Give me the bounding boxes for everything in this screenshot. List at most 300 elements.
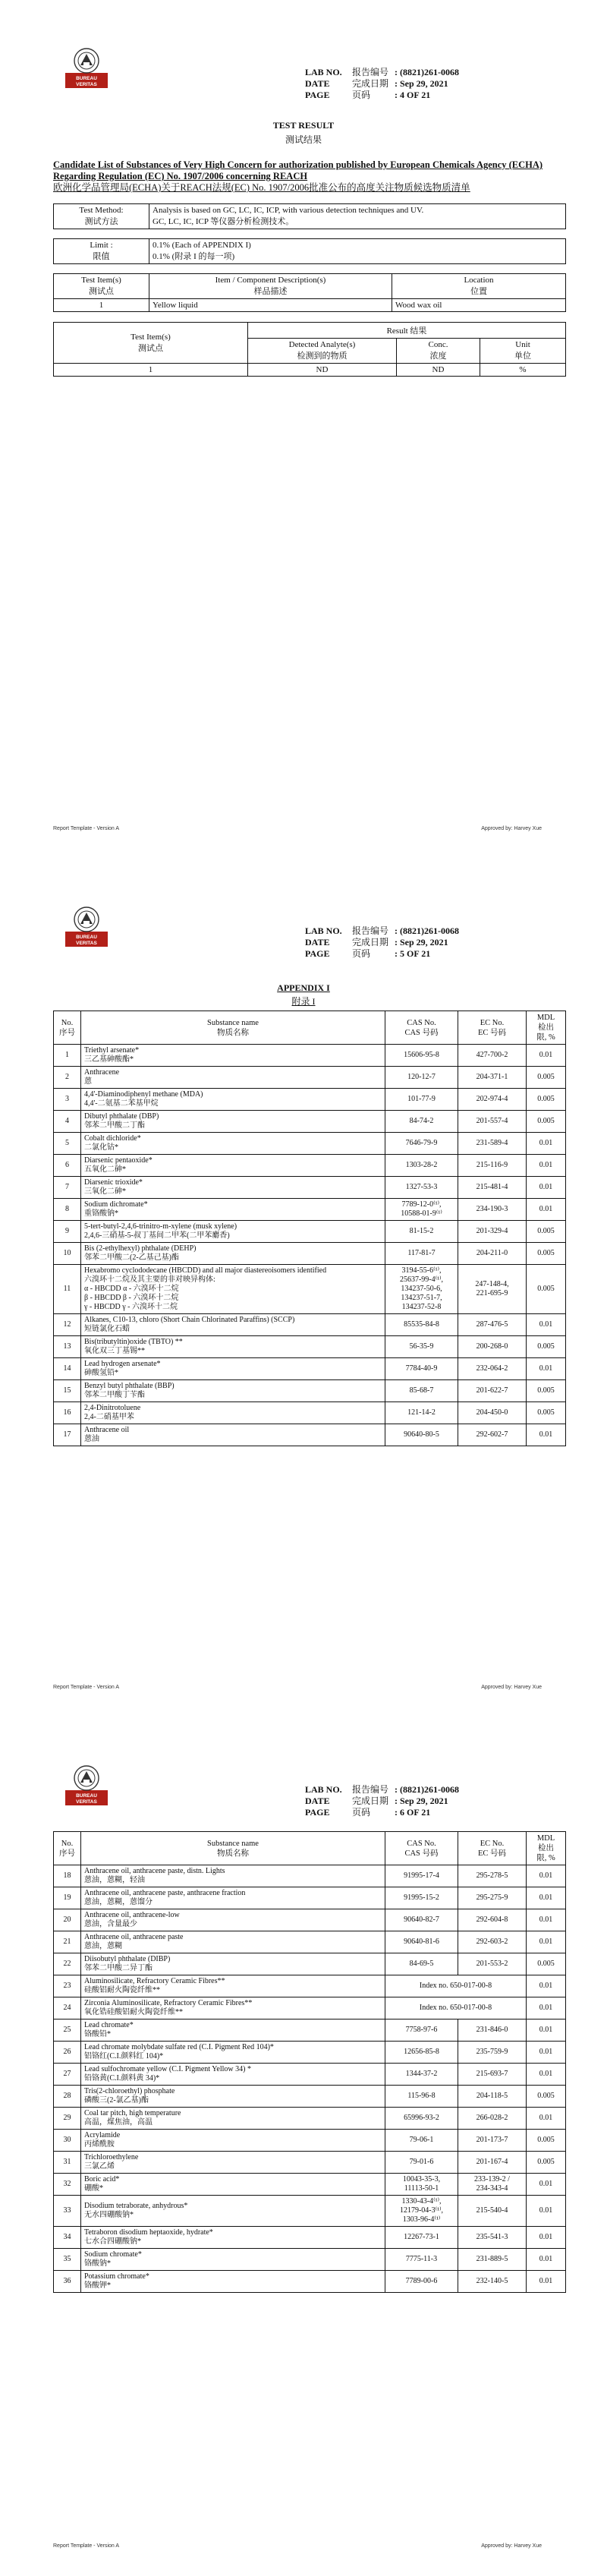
substance-name-en: Acrylamide <box>84 2131 121 2139</box>
row-no: 34 <box>54 2227 81 2249</box>
substance-name-cn: 氧化双三丁基锡** <box>84 1347 145 1355</box>
appendix-row <box>54 1358 566 1380</box>
row-no: 32 <box>54 2174 81 2196</box>
date-label-cn: 完成日期 <box>352 1796 389 1806</box>
row-ec: 234-190-3 <box>458 1199 527 1221</box>
col-substance: Substance name 物质名称 <box>81 1011 385 1045</box>
row-cas: 1303-28-2 <box>385 1155 458 1177</box>
row-ec: 201-167-4 <box>458 2152 527 2174</box>
substance-name-en: Sodium chromate* <box>84 2250 142 2259</box>
row-mdl: 0.005 <box>527 1067 566 1089</box>
row-ec: 204-371-1 <box>458 1067 527 1089</box>
row-ec: 201-173-7 <box>458 2130 527 2152</box>
row-mdl: 0.01 <box>527 2064 566 2086</box>
page-label-cn: 页码 <box>352 1807 371 1818</box>
substance-name-cn: 硼酸* <box>84 2184 103 2193</box>
substance-name-cn: 无水四硼酸钠* <box>84 2211 134 2219</box>
substance-name-en: Diarsenic trioxide* <box>84 1178 143 1187</box>
result-row-unit: % <box>480 364 566 377</box>
row-substance <box>81 1402 385 1424</box>
svg-text:BUREAU: BUREAU <box>76 76 97 81</box>
appendix-row <box>54 1336 566 1358</box>
row-ec: 215-693-7 <box>458 2064 527 2086</box>
row-substance <box>81 1155 385 1177</box>
result-header-unit <box>480 339 566 364</box>
row-mdl: 0.01 <box>527 1133 566 1155</box>
row-no: 7 <box>54 1177 81 1199</box>
row-ec: 292-602-7 <box>458 1424 527 1446</box>
row-ec: 201-557-4 <box>458 1111 527 1133</box>
col-no: No. 序号 <box>54 1832 81 1865</box>
date-value: : Sep 29, 2021 <box>395 937 448 947</box>
items-header-loc <box>392 274 566 299</box>
row-ec: 231-846-0 <box>458 2019 527 2042</box>
row-cas: 7789-12-0⁽¹⁾, 10588-01-9⁽¹⁾ <box>385 1199 458 1221</box>
bureau-veritas-logo <box>65 1764 108 1807</box>
row-cas: 115-96-8 <box>385 2086 458 2108</box>
substance-name-cn: 蒽油，含量最少 <box>84 1920 137 1928</box>
row-substance <box>81 1358 385 1380</box>
date-label-cn: 完成日期 <box>352 937 389 947</box>
row-no: 26 <box>54 2042 81 2064</box>
substance-name-en: Lead hydrogen arsenate* <box>84 1360 161 1368</box>
row-substance <box>81 2174 385 2196</box>
substance-name-cn: 三乙基砷酸酯* <box>84 1055 134 1064</box>
substance-name-en: Boric acid* <box>84 2175 120 2183</box>
row-ec: 295-275-9 <box>458 1887 527 1909</box>
appendix-row <box>54 2227 566 2249</box>
appendix-row <box>54 1997 566 2019</box>
row-substance <box>81 1221 385 1243</box>
row-substance <box>81 1380 385 1402</box>
appendix-row <box>54 2019 566 2042</box>
row-cas: 117-81-7 <box>385 1243 458 1265</box>
substance-name-cn: 邻苯二甲酸二(2-乙基己基)酯 <box>84 1253 179 1262</box>
substance-name-cn: 2,4-二硝基甲苯 <box>84 1413 134 1421</box>
limit-value: 0.1% (Each of APPENDIX I) <box>153 241 251 250</box>
substance-name-en: Bis (2-ethylhexyl) phthalate (DEHP) <box>84 1244 197 1253</box>
col-cas: CAS No. CAS 号码 <box>385 1832 458 1865</box>
row-no: 18 <box>54 1865 81 1887</box>
svg-text:VERITAS: VERITAS <box>76 82 97 87</box>
row-no: 3 <box>54 1089 81 1111</box>
limit-table <box>53 238 566 264</box>
appendix-row <box>54 1380 566 1402</box>
page-value: : 6 OF 21 <box>395 1807 431 1818</box>
row-mdl: 0.01 <box>527 1931 566 1953</box>
row-mdl: 0.01 <box>527 1887 566 1909</box>
row-substance <box>81 1909 385 1931</box>
appendix-row <box>54 1975 566 1997</box>
items-header-loc-cn: 位置 <box>470 287 487 296</box>
test-method-table <box>53 203 566 229</box>
substance-name-en: Dibutyl phthalate (DBP) <box>84 1112 159 1121</box>
row-mdl: 0.005 <box>527 1221 566 1243</box>
row-substance <box>81 2064 385 2086</box>
appendix-row <box>54 2174 566 2196</box>
date-label: DATE <box>305 78 330 89</box>
substance-name-en: Potassium chromate* <box>84 2272 149 2281</box>
row-cas: 79-01-6 <box>385 2152 458 2174</box>
footer-template: Report Template - Version A <box>53 2543 120 2549</box>
substance-name-en: Sodium dichromate* <box>84 1200 148 1209</box>
appendix-row <box>54 1424 566 1446</box>
row-ec: 232-064-2 <box>458 1358 527 1380</box>
col-ec: EC No. EC 号码 <box>458 1011 527 1045</box>
row-mdl: 0.01 <box>527 1909 566 1931</box>
footer-approved: Approved by: Harvey Xue <box>481 826 542 831</box>
row-mdl: 0.005 <box>527 1089 566 1111</box>
row-mdl: 0.005 <box>527 1380 566 1402</box>
report-header <box>305 925 462 960</box>
substance-name-en: Anthracene oil, anthracene paste <box>84 1933 184 1941</box>
row-ec: 231-589-4 <box>458 1133 527 1155</box>
items-row-item: 1 <box>54 299 149 312</box>
substance-name-en: Benzyl butyl phthalate (BBP) <box>84 1382 175 1390</box>
result-header-item-cn: 测试点 <box>138 343 163 353</box>
row-cas: 12267-73-1 <box>385 2227 458 2249</box>
date-label: DATE <box>305 937 330 947</box>
row-mdl: 0.01 <box>527 2196 566 2227</box>
row-mdl: 0.01 <box>527 2042 566 2064</box>
row-substance <box>81 2108 385 2130</box>
svg-text:BUREAU: BUREAU <box>76 935 97 940</box>
row-ec: 231-889-5 <box>458 2249 527 2271</box>
row-mdl: 0.01 <box>527 1975 566 1997</box>
row-substance <box>81 1887 385 1909</box>
row-cas: 1344-37-2 <box>385 2064 458 2086</box>
substance-name-en: Tetraboron disodium heptaoxide, hydrate* <box>84 2228 213 2237</box>
appendix-row <box>54 2108 566 2130</box>
row-cas: 3194-55-6⁽¹⁾, 25637-99-4⁽¹⁾, 134237-50-6, 134237-51-7, 134237-52-8 <box>385 1265 458 1314</box>
substance-name-cn: 高温，煤焦油，高温 <box>84 2118 153 2127</box>
row-no: 21 <box>54 1931 81 1953</box>
row-cas: 79-06-1 <box>385 2130 458 2152</box>
row-no: 12 <box>54 1314 81 1336</box>
row-mdl: 0.005 <box>527 1243 566 1265</box>
svg-text:VERITAS: VERITAS <box>76 941 97 946</box>
limit-value-cell <box>149 239 566 264</box>
lab-no-label: LAB NO. <box>305 1784 342 1795</box>
substance-name-en: Anthracene oil, anthracene-low <box>84 1911 180 1919</box>
items-header-desc-en: Item / Component Description(s) <box>215 276 326 285</box>
row-mdl: 0.01 <box>527 1155 566 1177</box>
substance-name-cn: 蒽油，蒽糊，轻油 <box>84 1876 145 1884</box>
substance-name-en: Anthracene oil <box>84 1426 130 1434</box>
row-ec: 233-139-2 / 234-343-4 <box>458 2174 527 2196</box>
row-no: 1 <box>54 1045 81 1067</box>
bureau-veritas-logo <box>65 906 108 948</box>
appendix-row <box>54 1155 566 1177</box>
footer-approved: Approved by: Harvey Xue <box>481 1685 542 1690</box>
result-header-item-en: Test Item(s) <box>131 332 171 342</box>
candidate-list-title-cn: 欧洲化学品管理局(ECHA)关于REACH法规(EC) No. 1907/2006批准公布的高度关注物质候选物质清单 <box>53 182 470 193</box>
row-cas: 90640-82-7 <box>385 1909 458 1931</box>
result-header-conc-en: Conc. <box>428 340 448 349</box>
appendix-row <box>54 1953 566 1975</box>
substance-name-en: Aluminosilicate, Refractory Ceramic Fibres** <box>84 1977 225 1985</box>
row-ec: 295-278-5 <box>458 1865 527 1887</box>
row-ec: 201-622-7 <box>458 1380 527 1402</box>
appendix-title: APPENDIX I <box>277 982 330 993</box>
lab-no-value: : (8821)261-0068 <box>395 925 459 936</box>
substance-name-en: Zirconia Aluminosilicate, Refractory Ceramic Fibres** <box>84 1999 253 2007</box>
items-header-item-en: Test Item(s) <box>81 276 121 285</box>
row-mdl: 0.005 <box>527 1265 566 1314</box>
row-substance <box>81 1997 385 2019</box>
substance-name-en: Alkanes, C10-13, chloro (Short Chain Chlorinated Paraffins) (SCCP) <box>84 1316 295 1324</box>
appendix-row <box>54 1111 566 1133</box>
row-no: 28 <box>54 2086 81 2108</box>
result-header-unit-en: Unit <box>515 340 530 349</box>
row-mdl: 0.01 <box>527 2108 566 2130</box>
row-no: 4 <box>54 1111 81 1133</box>
row-no: 25 <box>54 2019 81 2042</box>
substance-name-en: Bis(tributyltin)oxide (TBTO) ** <box>84 1338 183 1346</box>
report-page-5 <box>0 859 607 1717</box>
result-row-detected: ND <box>248 364 397 377</box>
page-value: : 4 OF 21 <box>395 90 431 100</box>
row-mdl: 0.005 <box>527 1111 566 1133</box>
svg-text:BUREAU: BUREAU <box>76 1793 97 1799</box>
row-no: 11 <box>54 1265 81 1314</box>
row-no: 24 <box>54 1997 81 2019</box>
limit-label-cell <box>54 239 149 264</box>
candidate-list-title-en: Candidate List of Substances of Very High Concern for authorization published by European Chemicals Agency (ECHA) Regarding Regulation (EC) No. 1907/2006 concerning REACH <box>53 159 543 181</box>
row-mdl: 0.01 <box>527 1424 566 1446</box>
row-no: 14 <box>54 1358 81 1380</box>
substance-name-en: Lead chromate* <box>84 2021 134 2029</box>
row-no: 17 <box>54 1424 81 1446</box>
col-mdl: MDL 检出 限, % <box>527 1832 566 1865</box>
row-mdl: 0.01 <box>527 1997 566 2019</box>
row-cas: 101-77-9 <box>385 1089 458 1111</box>
substance-name-cn: 磷酸三(2-氯乙基)酯 <box>84 2096 149 2105</box>
row-no: 23 <box>54 1975 81 1997</box>
date-value: : Sep 29, 2021 <box>395 78 448 89</box>
col-no: No. 序号 <box>54 1011 81 1045</box>
row-cas: 10043-35-3, 11113-50-1 <box>385 2174 458 2196</box>
row-mdl: 0.005 <box>527 1402 566 1424</box>
row-mdl: 0.005 <box>527 2152 566 2174</box>
test-method-value-cn: GC, LC, IC, ICP 等仪器分析检测技术。 <box>153 217 294 226</box>
substance-name-en: 2,4-Dinitrotoluene <box>84 1404 141 1412</box>
row-cas: 56-35-9 <box>385 1336 458 1358</box>
appendix-row <box>54 2064 566 2086</box>
footer-template: Report Template - Version A <box>53 1685 120 1690</box>
row-cas: 84-69-5 <box>385 1953 458 1975</box>
row-mdl: 0.01 <box>527 2271 566 2293</box>
appendix-row <box>54 1909 566 1931</box>
appendix-row <box>54 1045 566 1067</box>
result-header-detected-en: Detected Analyte(s) <box>288 340 356 349</box>
lab-no-value: : (8821)261-0068 <box>395 67 459 77</box>
appendix-row <box>54 2130 566 2152</box>
row-no: 10 <box>54 1243 81 1265</box>
row-cas: 84-74-2 <box>385 1111 458 1133</box>
row-mdl: 0.01 <box>527 2227 566 2249</box>
substance-name-en: Cobalt dichloride* <box>84 1134 141 1143</box>
row-no: 9 <box>54 1221 81 1243</box>
row-cas: 85535-84-8 <box>385 1314 458 1336</box>
col-substance: Substance name 物质名称 <box>81 1832 385 1865</box>
row-substance <box>81 1931 385 1953</box>
row-no: 29 <box>54 2108 81 2130</box>
row-substance <box>81 1314 385 1336</box>
substance-name-cn: 丙烯酰胺 <box>84 2140 115 2149</box>
row-ec: 201-553-2 <box>458 1953 527 1975</box>
row-ec: 266-028-2 <box>458 2108 527 2130</box>
test-method-label-cell <box>54 204 149 229</box>
row-ec: 292-604-8 <box>458 1909 527 1931</box>
appendix-row <box>54 1199 566 1221</box>
substance-name-en: Anthracene <box>84 1068 120 1077</box>
limit-value-cn: 0.1% (附录 I 的每一项) <box>153 252 235 261</box>
row-cas: 12656-85-8 <box>385 2042 458 2064</box>
row-cas: 7784-40-9 <box>385 1358 458 1380</box>
lab-no-label-cn: 报告编号 <box>352 67 389 77</box>
lab-no-label: LAB NO. <box>305 925 342 936</box>
row-mdl: 0.01 <box>527 1177 566 1199</box>
appendix-row <box>54 1314 566 1336</box>
col-cas: CAS No. CAS 号码 <box>385 1011 458 1045</box>
row-no: 8 <box>54 1199 81 1221</box>
appendix-table-p5 <box>53 1011 566 1446</box>
items-row-loc: Wood wax oil <box>392 299 566 312</box>
row-mdl: 0.01 <box>527 1358 566 1380</box>
substance-name-en: Disodium tetraborate, anhydrous* <box>84 2202 188 2210</box>
row-ec: 201-329-4 <box>458 1221 527 1243</box>
row-substance <box>81 1045 385 1067</box>
row-substance <box>81 1975 385 1997</box>
page-label-cn: 页码 <box>352 948 371 959</box>
appendix-title-cn: 附录 I <box>291 996 316 1007</box>
row-ec: 232-140-5 <box>458 2271 527 2293</box>
row-substance <box>81 2196 385 2227</box>
footer-template: Report Template - Version A <box>53 826 120 831</box>
col-mdl: MDL 检出 限, % <box>527 1011 566 1045</box>
substance-name-cn: 三氧化二砷* <box>84 1187 126 1196</box>
test-method-value: Analysis is based on GC, LC, IC, ICP, with various detection techniques and UV. <box>153 206 424 215</box>
row-mdl: 0.005 <box>527 1336 566 1358</box>
row-no: 35 <box>54 2249 81 2271</box>
row-ec: 202-974-4 <box>458 1089 527 1111</box>
substance-name-en: Tris(2-chloroethyl) phosphate <box>84 2087 175 2095</box>
report-page-6 <box>0 1717 607 2576</box>
row-substance <box>81 1067 385 1089</box>
report-header <box>305 1784 462 1818</box>
substance-name-en: Hexabromo cyclododecane (HBCDD) and all major diastereoisomers identified 六溴环十二烷及其主要的非对映异构体: α - HBCDD α - 六溴环十二烷 β - HBCDD β - 六溴环十二烷 γ - HBCDD γ - 六溴环十二烷 <box>84 1266 327 1311</box>
row-cas: 90640-81-6 <box>385 1931 458 1953</box>
appendix-row <box>54 1931 566 1953</box>
substance-name-en: Anthracene oil, anthracene paste, anthracene fraction <box>84 1889 246 1897</box>
items-row-desc: Yellow liquid <box>149 299 392 312</box>
substance-name-en: Triethyl arsenate* <box>84 1046 140 1055</box>
row-ec: 204-450-0 <box>458 1402 527 1424</box>
page-label: PAGE <box>305 948 330 959</box>
limit-label: Limit : <box>90 241 113 250</box>
row-no: 33 <box>54 2196 81 2227</box>
row-cas: 90640-80-5 <box>385 1424 458 1446</box>
page-label-cn: 页码 <box>352 90 371 100</box>
row-cas: 1327-53-3 <box>385 1177 458 1199</box>
appendix-row <box>54 2271 566 2293</box>
test-items-table <box>53 273 566 312</box>
row-cas: Index no. 650-017-00-8 <box>385 1997 527 2019</box>
substance-name-cn: 五氧化二砷* <box>84 1165 126 1174</box>
row-mdl: 0.01 <box>527 1199 566 1221</box>
substance-name-cn: 2,4,6-三硝基-5-叔丁基间二甲苯(二甲苯麝香) <box>84 1231 230 1240</box>
svg-text:VERITAS: VERITAS <box>76 1799 97 1805</box>
row-mdl: 0.01 <box>527 2249 566 2271</box>
row-ec: 235-759-9 <box>458 2042 527 2064</box>
substance-name-cn: 铬酸钾* <box>84 2281 111 2290</box>
page-label: PAGE <box>305 90 330 100</box>
substance-name-cn: 硅酸铝耐火陶瓷纤维** <box>84 1986 160 1994</box>
substance-name-en: Trichloroethylene <box>84 2153 139 2161</box>
row-ec: 215-540-4 <box>458 2196 527 2227</box>
row-mdl: 0.01 <box>527 2019 566 2042</box>
row-cas: 120-12-7 <box>385 1067 458 1089</box>
report-header <box>305 67 462 101</box>
row-no: 30 <box>54 2130 81 2152</box>
items-header-loc-en: Location <box>464 276 494 285</box>
row-substance <box>81 2086 385 2108</box>
row-cas: 85-68-7 <box>385 1380 458 1402</box>
substance-name-cn: 铬酸钠* <box>84 2259 111 2268</box>
row-substance <box>81 2271 385 2293</box>
result-header-item <box>54 323 248 364</box>
row-mdl: 0.005 <box>527 1953 566 1975</box>
result-header-result: Result 结果 <box>248 323 566 339</box>
row-no: 22 <box>54 1953 81 1975</box>
row-ec: 204-211-0 <box>458 1243 527 1265</box>
lab-no-label-cn: 报告编号 <box>352 925 389 936</box>
appendix-row <box>54 1265 566 1314</box>
appendix-row <box>54 2249 566 2271</box>
substance-name-cn: 氧化锆硅酸铝耐火陶瓷纤维** <box>84 2008 183 2016</box>
row-substance <box>81 2130 385 2152</box>
lab-no-label-cn: 报告编号 <box>352 1784 389 1795</box>
row-no: 27 <box>54 2064 81 2086</box>
result-header-unit-cn: 单位 <box>514 352 531 361</box>
appendix-row <box>54 1865 566 1887</box>
row-substance <box>81 2152 385 2174</box>
substance-name-cn: 邻苯二甲酸丁苄酯 <box>84 1391 145 1399</box>
items-header-desc-cn: 样品描述 <box>253 287 288 296</box>
items-header-item-cn: 测试点 <box>89 287 114 296</box>
row-mdl: 0.005 <box>527 2130 566 2152</box>
footer-approved: Approved by: Harvey Xue <box>481 2543 542 2549</box>
row-ec: 215-116-9 <box>458 1155 527 1177</box>
substance-name-en: Diisobutyl phthalate (DIBP) <box>84 1955 171 1963</box>
col-ec: EC No. EC 号码 <box>458 1832 527 1865</box>
appendix-row <box>54 1221 566 1243</box>
appendix-row <box>54 1089 566 1111</box>
appendix-row <box>54 1402 566 1424</box>
items-header-item <box>54 274 149 299</box>
row-mdl: 0.005 <box>527 2086 566 2108</box>
row-no: 31 <box>54 2152 81 2174</box>
substance-name-cn: 砷酸氢铅* <box>84 1369 118 1377</box>
result-table <box>53 322 566 377</box>
substance-name-en: Diarsenic pentaoxide* <box>84 1156 153 1165</box>
substance-name-cn: 邻苯二甲酸二丁酯 <box>84 1121 145 1130</box>
result-header-conc <box>397 339 480 364</box>
row-cas: 91995-17-4 <box>385 1865 458 1887</box>
row-substance <box>81 2042 385 2064</box>
test-result-title-cn: 测试结果 <box>285 134 322 145</box>
